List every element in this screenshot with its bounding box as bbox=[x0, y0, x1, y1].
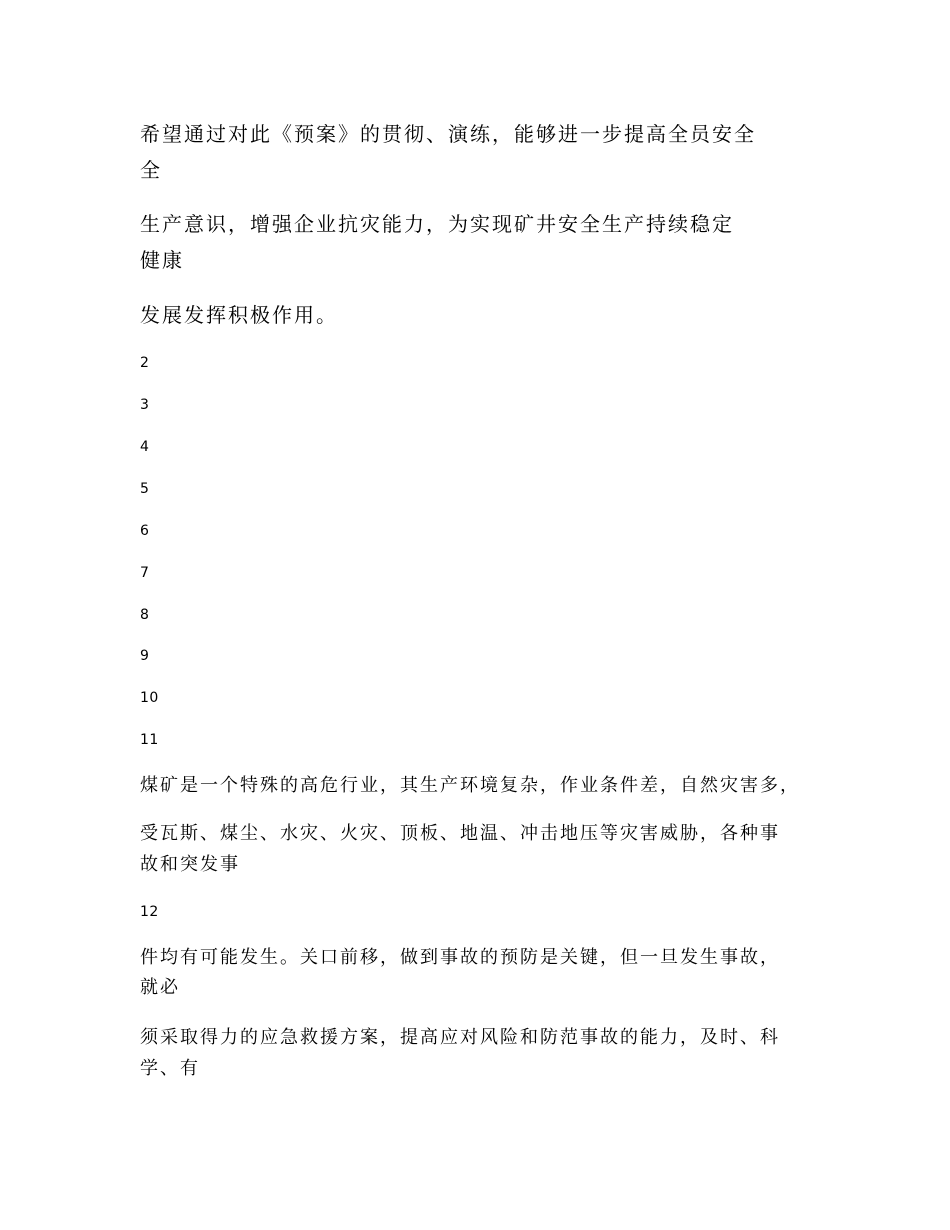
line-number: 7 bbox=[140, 565, 150, 581]
para3-line1: 件均有可能发生。关口前移，做到事故的预防是关键，但一旦发生事故， bbox=[140, 947, 780, 968]
para2-line2: 受瓦斯、煤尘、水灾、火灾、顶板、地温、冲击地压等灾害威胁，各种事 bbox=[140, 823, 780, 844]
line-number: 5 bbox=[140, 481, 150, 497]
line-number: 9 bbox=[140, 648, 150, 664]
line-number: 2 bbox=[140, 355, 150, 371]
line-number: 11 bbox=[140, 732, 159, 748]
para3-line1-wrap: 就必 bbox=[140, 977, 180, 998]
para1-line1-wrap: 全 bbox=[140, 158, 162, 182]
para1-line2-wrap: 健康 bbox=[140, 248, 184, 272]
para1-line3: 发展发挥积极作用。 bbox=[140, 303, 338, 327]
line-number: 3 bbox=[140, 397, 150, 413]
para3-line2-wrap: 学、有 bbox=[140, 1058, 200, 1079]
line-number: 10 bbox=[140, 690, 159, 706]
line-number: 6 bbox=[140, 523, 150, 539]
line-number: 12 bbox=[140, 904, 159, 920]
para1-line2: 生产意识，增强企业抗灾能力，为实现矿井安全生产持续稳定 bbox=[140, 212, 734, 236]
para3-line2: 须采取得力的应急救援方案，提高应对风险和防范事故的能力，及时、科 bbox=[140, 1027, 780, 1048]
line-number: 8 bbox=[140, 607, 150, 623]
para2-line2-wrap: 故和突发事 bbox=[140, 854, 240, 875]
para2-line1: 煤矿是一个特殊的高危行业，其生产环境复杂，作业条件差，自然灾害多， bbox=[140, 775, 800, 796]
line-number: 4 bbox=[140, 439, 150, 455]
para1-line1: 希望通过对此《预案》的贯彻、演练，能够进一步提高全员安全 bbox=[140, 122, 756, 146]
